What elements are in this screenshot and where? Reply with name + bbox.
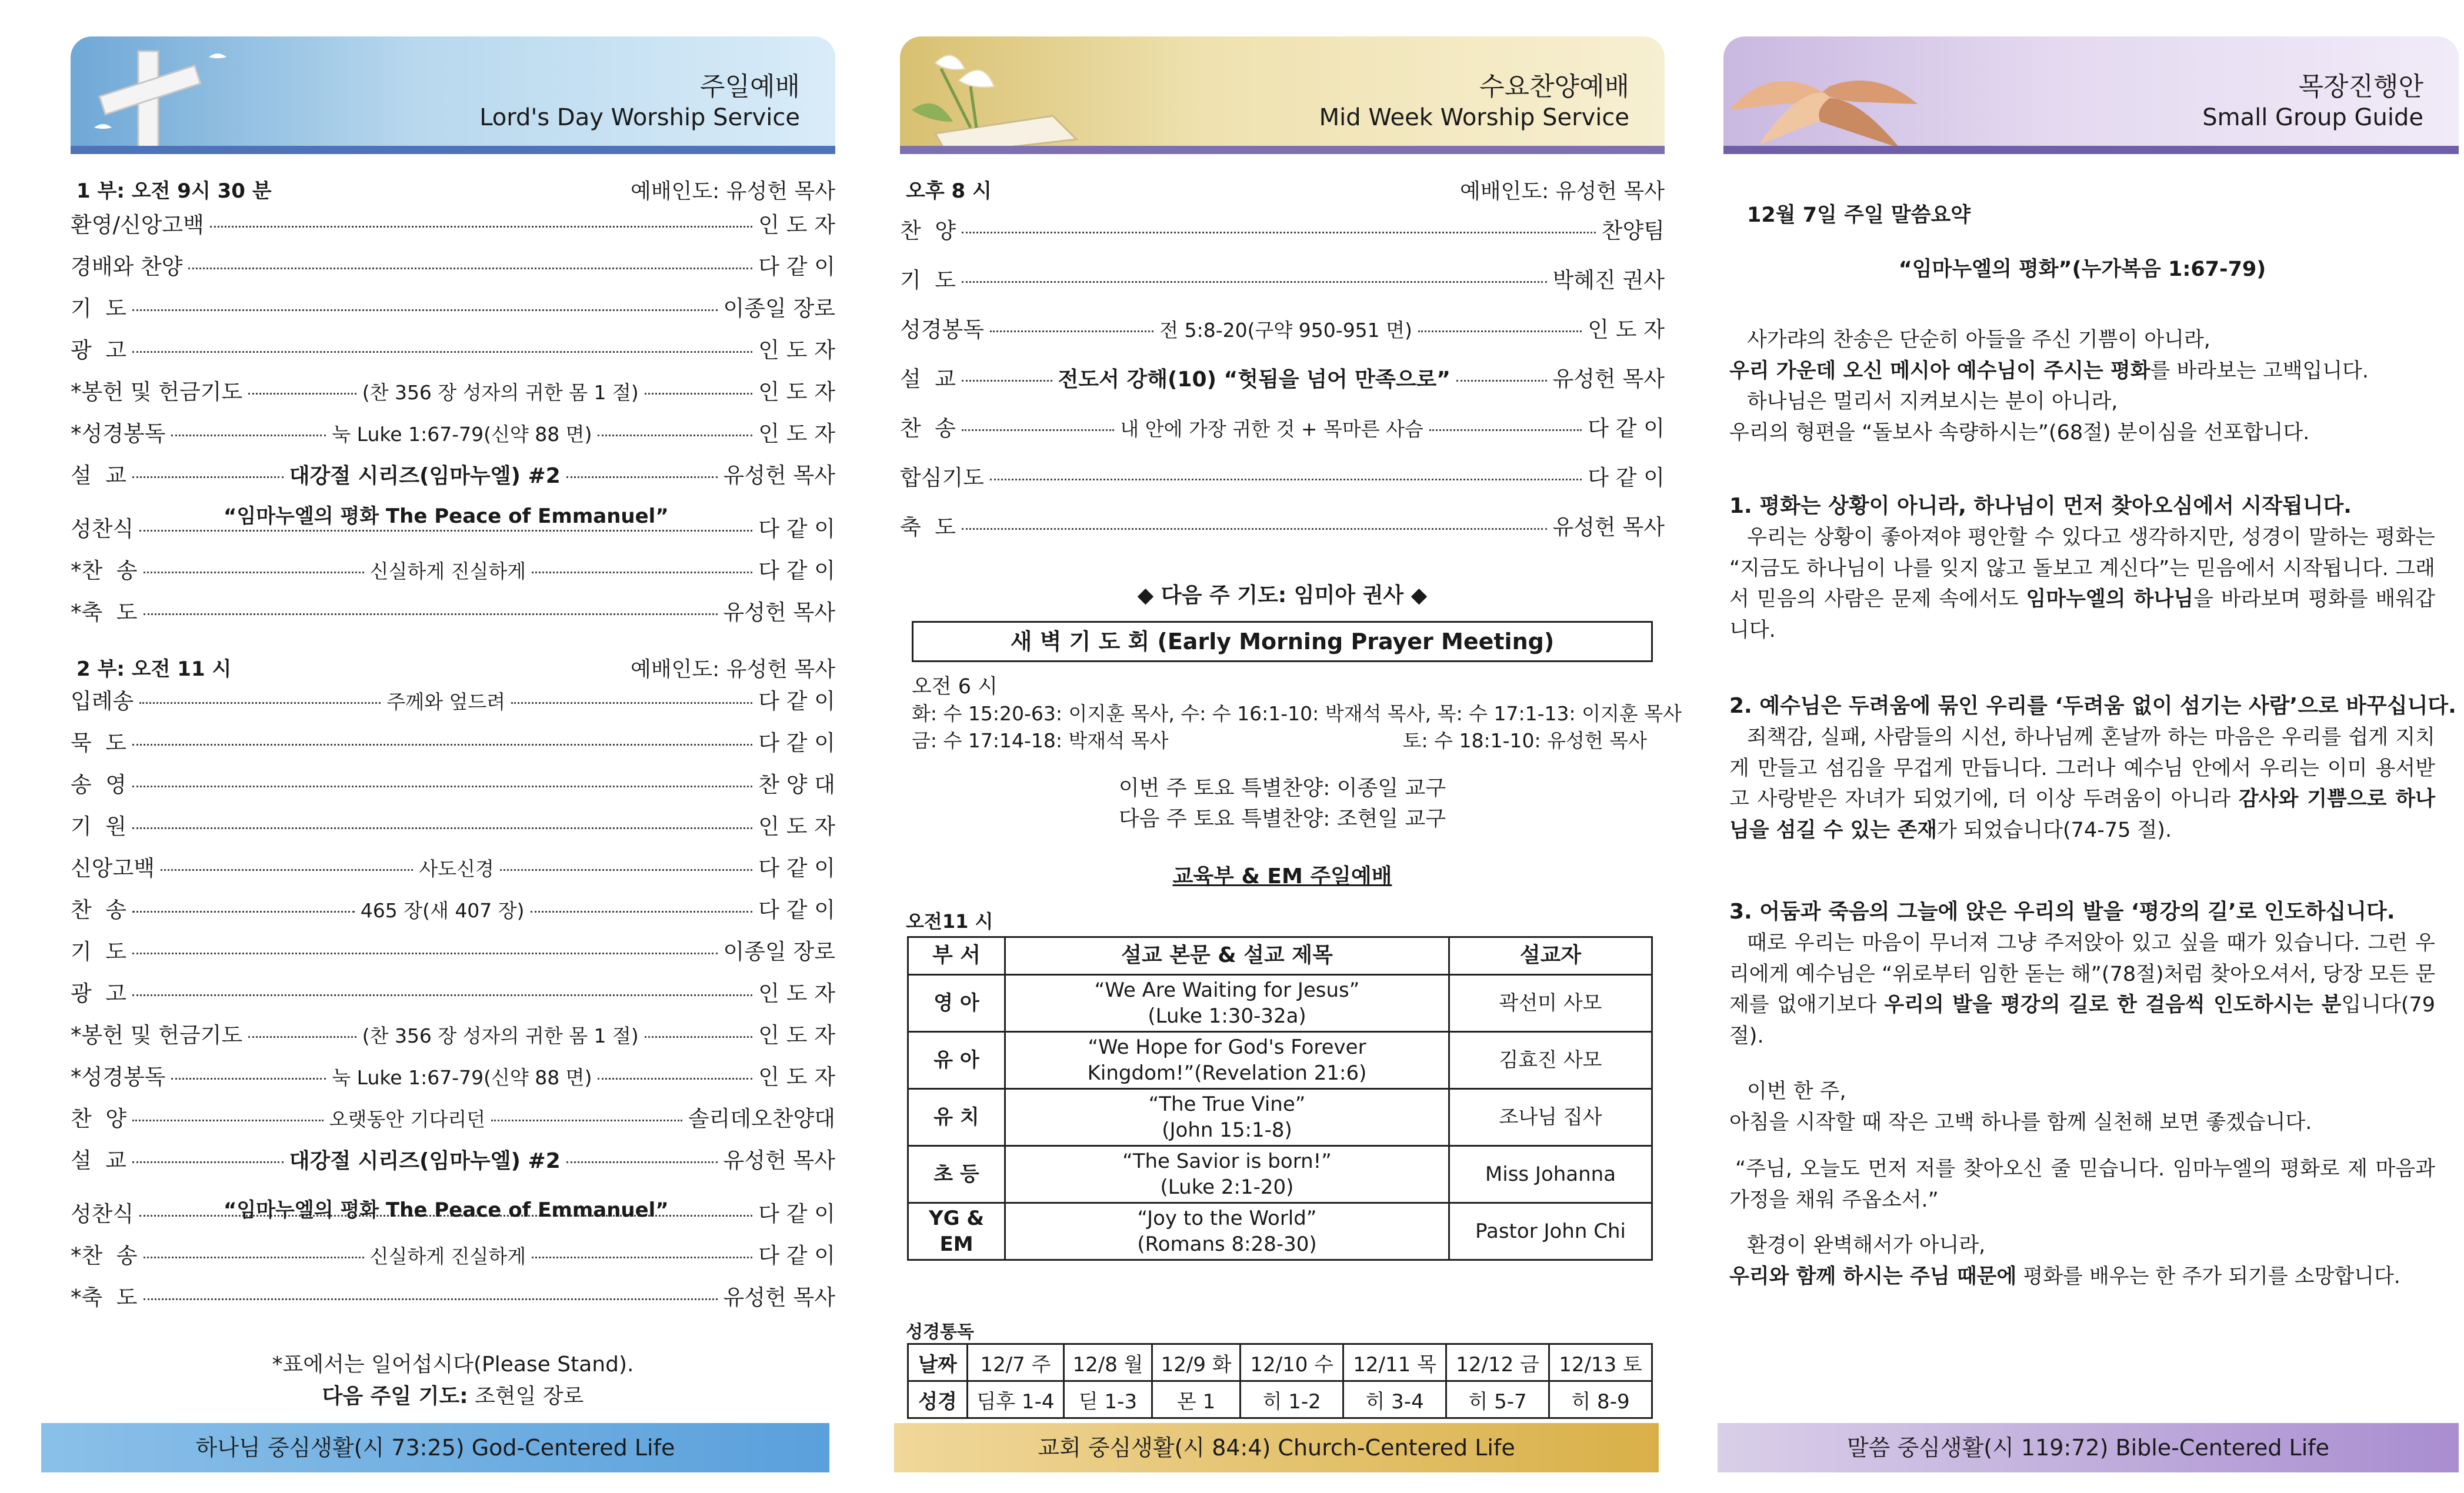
first-item-detail: (찬 356 장 성자의 귀한 몸 1 절)	[362, 381, 639, 404]
second-item-person: 유성헌 목사	[723, 1285, 835, 1310]
summary-sermon-title: “임마누엘의 평화”(누가복음 1:67-79)	[1898, 258, 2266, 281]
education-table	[907, 936, 1653, 1261]
first-item-label: *축 도	[71, 600, 138, 625]
second-row	[71, 850, 835, 882]
second-row	[71, 1280, 835, 1311]
bible-reading-title: 성경통독	[906, 1322, 974, 1342]
education-sermon-text: (Romans 8:28-30)	[1137, 1233, 1317, 1256]
first-item-person: 유성헌 목사	[723, 463, 836, 488]
second-item-person: 다 같 이	[758, 1201, 835, 1227]
intro-paragraph	[1729, 325, 2435, 448]
second-item-detail: 465 장(새 407 장)	[360, 899, 525, 922]
second-row	[71, 1238, 835, 1270]
second-item-label: 신앙고백	[71, 856, 155, 881]
lords-day-title-en: Lord's Day Worship Service	[479, 104, 800, 131]
lords-day-title-ko: 주일예배	[699, 72, 800, 102]
lords-day-column	[71, 36, 836, 1408]
education-sermon-text: (Luke 2:1-20)	[1160, 1175, 1294, 1199]
second-item-detail: 대강절 시리즈(임마누엘) #2	[289, 1149, 561, 1173]
second-item-detail: 신실하게 진실하게	[369, 1245, 526, 1268]
reading-cell: 12/13 토	[1549, 1344, 1652, 1381]
second-item-person: 솔리데오찬양대	[688, 1106, 836, 1131]
point-3-title: 3. 어둠과 죽음의 그늘에 앉은 우리의 발을 ‘평강의 길’로 인도하십니다.	[1729, 900, 2395, 924]
point-1-title: 1. 평화는 상황이 아니라, 하나님이 먼저 찾아오심에서 시작됩니다.	[1729, 494, 2352, 518]
second-item-person: 찬 양 대	[758, 772, 835, 797]
midweek-leader: 예배인도: 유성헌 목사	[1460, 179, 1665, 203]
leader-dots	[144, 572, 364, 573]
second-item-detail: 눅 Luke 1:67-79(신약 88 면)	[332, 1066, 592, 1089]
reading-cell: 몬 1	[1152, 1381, 1241, 1418]
second-item-person: 인 도 자	[758, 1023, 835, 1048]
mid-item-detail: 전도서 강해(10) “헛됨을 넘어 만족으로”	[1058, 368, 1451, 392]
leader-dots	[132, 911, 355, 913]
reading-row-header: 날짜	[908, 1344, 968, 1381]
midweek-header	[900, 36, 1665, 154]
mid-item-label: 찬 양	[900, 218, 956, 243]
first-item-label: 환영/신앙고백	[71, 212, 204, 238]
midweek-column	[900, 36, 1682, 1414]
leader-dots	[248, 393, 356, 395]
first-item-person: 다 같 이	[758, 254, 835, 279]
intro-line2-rest: 를 바라보는 고백입니다.	[2150, 359, 2369, 383]
next-sunday-prayer	[71, 1380, 835, 1410]
second-sermon-subtitle: “임마누엘의 평화 The Peace of Emmanuel”	[224, 1198, 669, 1222]
leader-dots	[598, 435, 752, 436]
second-item-label: 묵 도	[71, 730, 127, 756]
dawn-schedule-friday: 금: 수 17:14-18: 박재석 목사	[912, 729, 1169, 752]
second-item-label: 입례송	[71, 689, 134, 714]
leader-dots	[962, 380, 1052, 382]
education-sermon	[1005, 1089, 1449, 1146]
first-item-label: 경배와 찬양	[71, 254, 183, 279]
first-item-person: 이종일 장로	[723, 296, 835, 321]
closing-line2-rest: 평화를 배우는 한 주가 되기를 소망합니다.	[2016, 1264, 2400, 1288]
reading-cell: 12/9 화	[1152, 1344, 1241, 1381]
leader-dots	[132, 1120, 324, 1121]
mid-item-person: 다 같 이	[1588, 465, 1665, 490]
application-paragraph	[1729, 1076, 2435, 1138]
point-1-bold: 임마누엘의 하나님	[2026, 587, 2194, 611]
second-row	[71, 934, 835, 966]
first-service-leader: 예배인도: 유성헌 목사	[631, 179, 835, 203]
point-2-text-end: 가 되었습니다(74-75 절).	[1937, 818, 2172, 842]
second-service-heading	[76, 653, 835, 683]
leader-dots	[531, 911, 753, 913]
leader-dots	[139, 530, 752, 532]
application-line2: 아침을 시작할 때 작은 고백 하나를 함께 실천해 보면 좋겠습니다.	[1729, 1110, 2312, 1134]
second-row	[71, 809, 835, 840]
first-row	[71, 332, 835, 364]
second-item-detail: 주께와 엎드려	[386, 690, 506, 713]
next-prayer-label: 다음 주일 기도:	[322, 1384, 468, 1408]
point-1-body	[1729, 522, 2435, 646]
mid-item-person: 인 도 자	[1588, 317, 1665, 342]
application-line1: 이번 한 주,	[1747, 1080, 1846, 1103]
second-item-person: 다 같 이	[758, 730, 835, 756]
reading-cell: 12/8 월	[1063, 1344, 1152, 1381]
closing-paragraph	[1729, 1230, 2435, 1292]
mid-row	[900, 410, 1665, 442]
second-row	[71, 1101, 835, 1133]
mid-row	[900, 460, 1665, 492]
education-sermon-text: (Luke 1:30-32a)	[1148, 1004, 1306, 1028]
footer-god-centered: 하나님 중심생활(시 73:25) God-Centered Life	[41, 1423, 829, 1472]
point-2-bold: 감사와 기쁨으로 하나님을 섬길 수 있는 존재	[1729, 787, 2435, 842]
header-band	[1723, 146, 2459, 154]
education-dept: 유 치	[908, 1089, 1005, 1146]
point-1	[1729, 490, 2435, 646]
second-row	[71, 767, 835, 799]
first-item-label: 설 교	[71, 463, 127, 488]
leader-dots	[132, 351, 752, 353]
leader-dots	[144, 1257, 364, 1258]
small-group-title-en: Small Group Guide	[2202, 104, 2423, 131]
first-item-label: 성찬식	[71, 516, 134, 542]
leader-dots	[171, 1078, 326, 1080]
second-item-label: 성찬식	[71, 1201, 134, 1227]
first-item-detail: 대강절 시리즈(임마누엘) #2	[289, 464, 561, 488]
mid-item-label: 설 교	[900, 366, 956, 392]
second-item-label: *찬 송	[71, 1243, 138, 1268]
second-row	[71, 725, 835, 757]
midweek-title-en: Mid Week Worship Service	[1319, 104, 1629, 131]
education-sermon	[1005, 1032, 1449, 1089]
second-item-label: *축 도	[71, 1285, 138, 1310]
education-row	[908, 1089, 1652, 1146]
next-week-prayer: ◆ 다음 주 기도: 임미아 권사 ◆	[1137, 583, 1428, 607]
education-sermon	[1005, 1146, 1449, 1203]
leader-dots	[532, 572, 752, 573]
reading-cell: 딛 1-3	[1063, 1381, 1152, 1418]
next-prayer-name: 조현일 장로	[475, 1384, 584, 1408]
leader-dots	[500, 869, 752, 871]
intro-line3: 하나님은 멀리서 지켜보시는 분이 아니라,	[1747, 390, 2118, 413]
mid-item-label: 축 도	[900, 515, 956, 540]
second-item-label: 설 교	[71, 1148, 127, 1173]
first-row	[71, 457, 835, 489]
small-group-column	[1723, 36, 2459, 1288]
leader-dots	[144, 1298, 718, 1300]
second-item-person: 인 도 자	[758, 814, 835, 839]
leader-dots	[598, 1078, 752, 1080]
leader-dots	[566, 1161, 718, 1163]
education-sermon-text: (John 15:1-8)	[1162, 1118, 1292, 1142]
first-row	[71, 553, 835, 584]
leader-dots	[139, 702, 381, 704]
second-row	[71, 1059, 835, 1091]
education-sermon-title: “We Are Waiting for Jesus”	[1094, 978, 1360, 1002]
joined-hands-icon	[1723, 39, 1923, 151]
reading-cell: 히 3-4	[1343, 1381, 1446, 1418]
point-1-text: 우리는 상황이 좋아져야 평안할 수 있다고 생각하지만, 성경이 말하는 평화는 “지금도 하나님이 나를 잊지 않고 돌보고 계신다”는 믿음에서 시작됩니다. 그래서 믿음의 사람은 문제 속에서도	[1729, 526, 2435, 611]
education-preacher: Pastor John Chi	[1449, 1203, 1652, 1260]
second-item-person: 다 같 이	[758, 856, 836, 881]
education-time: 오전11 시	[906, 910, 993, 933]
first-service-time: 1 부: 오전 9시 30 분	[76, 179, 272, 203]
lily-bible-icon	[900, 39, 1088, 151]
leader-dots	[188, 268, 752, 269]
education-sermon	[1005, 1203, 1449, 1260]
mid-item-person: 유성헌 목사	[1552, 366, 1665, 392]
first-row	[71, 249, 835, 280]
midweek-time: 오후 8 시	[906, 179, 992, 203]
leader-dots	[962, 281, 1547, 283]
leader-dots	[1429, 429, 1582, 431]
small-group-title	[2202, 71, 2423, 132]
education-preacher: 곽선미 사모	[1449, 975, 1652, 1032]
second-item-label: 기 도	[71, 939, 127, 964]
leader-dots	[532, 1257, 752, 1258]
second-item-detail: (찬 356 장 성자의 귀한 몸 1 절)	[362, 1024, 639, 1047]
leader-dots	[990, 330, 1153, 332]
leader-dots	[248, 1036, 356, 1038]
mid-item-label: 찬 송	[900, 416, 956, 441]
leader-dots	[511, 702, 752, 704]
mid-item-label: 기 도	[900, 268, 956, 293]
reading-cell: 12/12 금	[1446, 1344, 1549, 1381]
education-sermon-title: “Joy to the World”	[1137, 1206, 1317, 1230]
first-item-detail: 눅 Luke 1:67-79(신약 88 면)	[332, 423, 592, 446]
footer-bible-centered: 말씀 중심생활(시 119:72) Bible-Centered Life	[1718, 1423, 2459, 1472]
second-item-label: *성경봉독	[71, 1064, 166, 1090]
leader-dots	[132, 827, 752, 829]
point-3-text-end: 입니다(79절).	[1729, 993, 2436, 1048]
reading-cell: 딤후 1-4	[968, 1381, 1064, 1418]
leader-dots	[132, 744, 752, 746]
reading-books-row	[908, 1381, 1652, 1418]
reading-cell: 히 1-2	[1241, 1381, 1343, 1418]
second-item-person: 다 같 이	[758, 897, 835, 923]
second-item-label: 찬 송	[71, 897, 127, 923]
education-row	[908, 1032, 1652, 1089]
first-item-label: *성경봉독	[71, 421, 166, 446]
reading-cell: 12/10 수	[1241, 1344, 1343, 1381]
leader-dots	[210, 226, 752, 228]
education-row	[908, 1146, 1652, 1203]
second-item-label: 기 원	[71, 814, 127, 839]
education-preacher: Miss Johanna	[1449, 1146, 1652, 1203]
small-group-header	[1723, 36, 2459, 154]
point-2-body	[1729, 722, 2435, 846]
summary-date: 12월 7일 주일 말씀요약	[1747, 203, 1971, 227]
leader-dots	[132, 309, 718, 311]
intro-line1: 사가랴의 찬송은 단순히 아들을 주신 기쁨이 아니라,	[1747, 328, 2210, 352]
second-item-label: 찬 양	[71, 1106, 127, 1131]
first-row	[71, 416, 835, 447]
first-item-detail: 신실하게 진실하게	[369, 560, 526, 583]
first-item-person: 유성헌 목사	[723, 600, 835, 625]
leader-dots	[161, 869, 413, 871]
leader-dots	[645, 1036, 752, 1038]
midweek-title-ko: 수요찬양예배	[1479, 72, 1629, 102]
special-music-this-week: 이번 주 토요 특별찬양: 이종일 교구	[1118, 776, 1446, 800]
second-item-detail: 사도신경	[419, 857, 494, 880]
mid-item-person: 찬양팀	[1601, 218, 1665, 243]
mid-row	[900, 213, 1665, 245]
header-band	[71, 146, 835, 154]
second-service-leader: 예배인도: 유성헌 목사	[631, 657, 835, 682]
education-dept: 초 등	[908, 1146, 1005, 1203]
mid-item-person: 다 같 이	[1588, 416, 1665, 441]
first-item-person: 다 같 이	[758, 558, 835, 583]
education-row	[908, 975, 1652, 1032]
education-sermon-title: “The True Vine”	[1148, 1092, 1306, 1116]
reading-dates-row	[908, 1344, 1652, 1381]
education-dept: 유 아	[908, 1032, 1005, 1089]
leader-dots	[132, 953, 718, 954]
education-sermon	[1005, 975, 1449, 1032]
first-row	[71, 290, 835, 322]
first-item-person: 인 도 자	[758, 212, 835, 238]
reading-cell: 12/7 주	[968, 1344, 1064, 1381]
leader-dots	[962, 232, 1596, 233]
lords-day-title	[479, 71, 800, 132]
second-item-person: 다 같 이	[758, 689, 835, 714]
first-item-person: 인 도 자	[758, 379, 835, 405]
leader-dots	[962, 429, 1114, 431]
first-item-label: *찬 송	[71, 558, 138, 583]
leader-dots	[132, 994, 752, 996]
closing-line2-bold: 우리와 함께 하시는 주님 때문에	[1729, 1264, 2017, 1288]
leader-dots	[171, 435, 326, 436]
second-item-detail: 오랫동안 기다리던	[329, 1108, 486, 1131]
lords-day-header	[71, 36, 835, 154]
mid-item-label: 성경봉독	[900, 317, 984, 342]
mid-row	[900, 312, 1665, 343]
closing-line2	[1729, 1261, 2435, 1292]
second-item-person: 인 도 자	[758, 1064, 835, 1090]
mid-item-label: 합심기도	[900, 465, 984, 490]
mid-item-detail: 내 안에 가장 귀한 것 + 목마른 사슴	[1120, 417, 1423, 440]
dawn-schedule-saturday: 토: 수 18:1-10: 유성헌 목사	[1402, 729, 1647, 752]
leader-dots	[962, 528, 1547, 530]
second-row	[71, 683, 835, 715]
prayer-paragraph: “주님, 오늘도 먼저 저를 찾아오신 줄 믿습니다. 임마누엘의 평화로 제 마음과 가정을 채워 주옵소서.”	[1729, 1157, 2435, 1212]
reading-cell: 12/11 목	[1343, 1344, 1446, 1381]
first-row	[71, 594, 835, 626]
leader-dots	[491, 1120, 682, 1121]
education-preacher: 김효진 사모	[1449, 1032, 1652, 1089]
second-row	[71, 892, 835, 924]
point-3	[1729, 896, 2435, 1051]
midweek-title	[1319, 71, 1629, 132]
second-row	[71, 1143, 835, 1174]
first-service-heading	[76, 175, 835, 205]
dawn-prayer-time: 오전 6 시	[912, 675, 998, 699]
point-1-text-end: 을 바라보며 평화를 배워갑니다.	[1729, 587, 2435, 642]
leader-dots	[645, 393, 752, 395]
dawn-schedule-line1: 화: 수 15:20-63: 이지훈 목사, 수: 수 16:1-10: 박재석 목사, 목: 수 17:1-13: 이지훈 목사	[912, 702, 1682, 725]
special-music-next-week: 다음 주 토요 특별찬양: 조현일 교구	[1118, 807, 1446, 831]
first-item-label: 광 고	[71, 338, 127, 363]
bible-reading-table	[907, 1343, 1653, 1419]
intro-line2-bold: 우리 가운데 오신 메시아 예수님이 주시는 평화	[1729, 359, 2150, 383]
second-item-person: 유성헌 목사	[723, 1148, 836, 1173]
point-3-body	[1729, 928, 2435, 1051]
leader-dots	[132, 786, 752, 787]
first-row	[71, 374, 835, 406]
education-sermon-title: “We Hope for God's Forever	[1088, 1035, 1366, 1059]
second-item-label: 광 고	[71, 981, 127, 1006]
second-service-time: 2 부: 오전 11 시	[76, 657, 232, 681]
education-row	[908, 1203, 1652, 1260]
point-3-bold: 우리의 발을 평강의 길로 한 걸음씩 인도하시는 분	[1884, 993, 2342, 1017]
mid-row	[900, 262, 1665, 294]
leader-dots	[1418, 330, 1582, 332]
education-sermon-title: “The Savior is born!”	[1122, 1149, 1332, 1173]
education-preacher: 조나님 집사	[1449, 1089, 1652, 1146]
first-item-label: *봉헌 및 헌금기도	[71, 379, 243, 405]
second-row	[71, 976, 835, 1007]
mid-row	[900, 509, 1665, 541]
col-sermon: 설교 본문 & 설교 제목	[1005, 937, 1449, 975]
point-2-text: 죄책감, 실패, 사람들의 시선, 하나님께 혼날까 하는 마음은 우리를 쉽게 지치게 만들고 섬김을 무겁게 만듭니다. 그러나 예수님 안에서 우리는 이미 용서받고 사랑받은 자녀가 되었기에, 더 이상 두려움이 아니라	[1729, 726, 2435, 811]
first-item-label: 기 도	[71, 296, 127, 321]
point-3-text: 때로 우리는 마음이 무너져 그냥 주저앉아 있고 싶을 때가 있습니다. 그런 우리에게 예수님은 “위로부터 임한 돋는 해”(78절)처럼 찾아오셔서, 당장 모든 문제를 없애기보다	[1729, 931, 2435, 1017]
leader-dots	[144, 613, 718, 615]
leader-dots	[566, 476, 718, 478]
second-row	[71, 1017, 835, 1049]
education-title: 교육부 & EM 주일예배	[1172, 864, 1392, 889]
education-dept: 영 아	[908, 975, 1005, 1032]
education-table-header	[908, 937, 1652, 975]
first-sermon-subtitle: “임마누엘의 평화 The Peace of Emmanuel”	[224, 505, 669, 528]
education-dept: YG & EM	[908, 1203, 1005, 1260]
mid-item-person: 유성헌 목사	[1552, 515, 1665, 540]
header-band	[900, 146, 1665, 154]
midweek-heading	[906, 175, 1665, 205]
leader-dots	[132, 476, 284, 478]
second-item-person: 인 도 자	[758, 981, 835, 1006]
leader-dots	[1456, 380, 1547, 382]
intro-line4: 우리의 형편을 “돌보사 속량하시는”(68절) 분이심을 선포합니다.	[1729, 420, 2310, 445]
point-2-title: 2. 예수님은 두려움에 묶인 우리를 ‘두려움 없이 섬기는 사람’으로 바꾸십니다.	[1729, 694, 2456, 718]
first-item-person: 인 도 자	[758, 421, 835, 446]
mid-item-person: 박혜진 권사	[1552, 268, 1665, 293]
leader-dots	[990, 479, 1582, 480]
intro-line2	[1729, 356, 2435, 387]
cross-icon	[82, 39, 235, 151]
col-preacher: 설교자	[1449, 937, 1652, 975]
mid-item-detail: 전 5:8-20(구약 950-951 면)	[1159, 319, 1412, 342]
reading-cell: 히 5-7	[1446, 1381, 1549, 1418]
point-2	[1729, 690, 2456, 846]
footer-church-centered: 교회 중심생활(시 84:4) Church-Centered Life	[894, 1423, 1659, 1472]
mid-row	[900, 361, 1665, 393]
leader-dots	[132, 1161, 284, 1163]
first-item-person: 다 같 이	[758, 516, 835, 542]
small-group-title-ko: 목장진행안	[2298, 72, 2423, 102]
dawn-prayer-title: 새 벽 기 도 회 (Early Morning Prayer Meeting)	[912, 621, 1653, 662]
reading-row-header: 성경	[908, 1381, 968, 1418]
second-item-label: *봉헌 및 헌금기도	[71, 1023, 243, 1048]
reading-cell: 히 8-9	[1549, 1381, 1652, 1418]
second-item-person: 이종일 장로	[723, 939, 835, 964]
closing-line1: 환경이 완벽해서가 아니라,	[1747, 1234, 1986, 1257]
first-item-person: 인 도 자	[758, 338, 835, 363]
col-dept: 부 서	[908, 937, 1005, 975]
second-item-label: 송 영	[71, 772, 127, 797]
first-row	[71, 207, 835, 239]
stand-note: *표에서는 일어섭시다(Please Stand).	[272, 1352, 634, 1377]
education-sermon-text: Kingdom!”(Revelation 21:6)	[1087, 1061, 1367, 1085]
second-item-person: 다 같 이	[758, 1243, 835, 1268]
